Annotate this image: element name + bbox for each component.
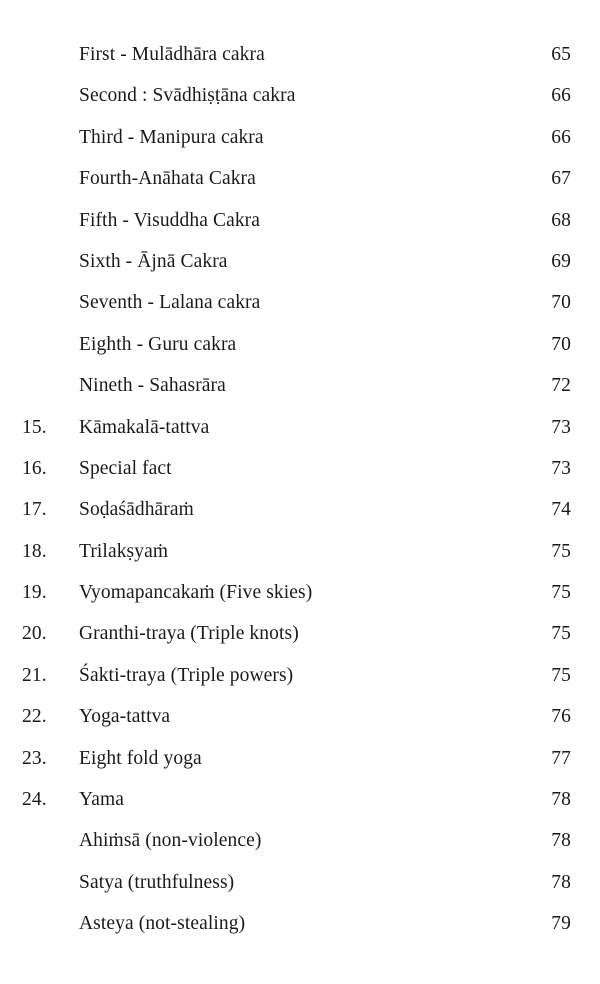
- entry-number: 17.: [22, 499, 47, 521]
- entry-page-number: 75: [551, 582, 571, 604]
- entry-title: Asteya (not-stealing): [79, 913, 246, 935]
- toc-entry: [0, 779, 600, 820]
- entry-title: Nineth - Sahasrāra: [79, 375, 226, 397]
- toc-entry: [0, 862, 600, 903]
- entry-page-number: 74: [551, 499, 571, 521]
- entry-page-number: 76: [551, 706, 571, 728]
- toc-entry: [0, 158, 600, 199]
- toc-entry: [0, 738, 600, 779]
- entry-page-number: 78: [551, 830, 571, 852]
- entry-number: 23.: [22, 747, 47, 769]
- entry-title: Seventh - Lalana cakra: [79, 292, 261, 314]
- toc-entry: [0, 324, 600, 365]
- entry-title: Fifth - Visuddha Cakra: [79, 209, 261, 231]
- entry-title: Vyomapancakaṁ (Five skies): [79, 582, 313, 604]
- toc-entry: [0, 903, 600, 944]
- entry-title: Eighth - Guru cakra: [79, 333, 237, 355]
- toc-entry: [0, 365, 600, 406]
- entry-page-number: 79: [551, 913, 571, 935]
- entry-page-number: 77: [551, 747, 571, 769]
- toc-entry: [0, 655, 600, 696]
- entry-title: Ahiṁsā (non-violence): [79, 830, 262, 852]
- entry-title: First - Mulādhāra cakra: [79, 44, 265, 65]
- toc-entry: [0, 613, 600, 654]
- entry-title: Second : Svādhiṣṭāna cakra: [79, 85, 296, 107]
- entry-title: Fourth-Anāhata Cakra: [79, 168, 256, 190]
- toc-entry: [0, 241, 600, 282]
- entry-number: 22.: [22, 706, 47, 728]
- entry-title: Special fact: [79, 457, 172, 479]
- entry-number: 20.: [22, 623, 47, 645]
- entry-page-number: 78: [551, 871, 571, 893]
- entry-page-number: 68: [551, 209, 571, 231]
- entry-title: Yoga-tattva: [79, 706, 171, 728]
- entry-page-number: 75: [551, 664, 571, 686]
- toc-entry: [0, 572, 600, 613]
- entry-title: Soḍaśādhāraṁ: [79, 499, 194, 521]
- entry-page-number: 73: [551, 416, 571, 438]
- toc-entry: [0, 75, 600, 116]
- toc-entry: [0, 34, 600, 75]
- entry-title: Sixth - Ājnā Cakra: [79, 250, 228, 272]
- entry-page-number: 75: [551, 540, 571, 562]
- entry-page-number: 73: [551, 457, 571, 479]
- entry-page-number: 66: [551, 85, 571, 107]
- entry-title: Eight fold yoga: [79, 747, 202, 769]
- entry-title: Śakti-traya (Triple powers): [79, 664, 294, 686]
- entry-title: Yama: [79, 789, 125, 811]
- entry-number: 16.: [22, 457, 47, 479]
- entry-title: Granthi-traya (Triple knots): [79, 623, 299, 645]
- entry-title: Third - Manipura cakra: [79, 126, 264, 148]
- toc-entry: [0, 448, 600, 489]
- toc-entry: [0, 820, 600, 861]
- entry-number: 19.: [22, 582, 47, 604]
- entry-number: 18.: [22, 540, 47, 562]
- entry-page-number: 66: [551, 126, 571, 148]
- table-of-contents: [0, 34, 600, 945]
- entry-title: Trilakṣyaṁ: [79, 540, 169, 562]
- toc-entry: [0, 696, 600, 737]
- toc-entry: [0, 117, 600, 158]
- entry-number: 21.: [22, 664, 47, 686]
- toc-entry: [0, 531, 600, 572]
- entry-page-number: 78: [551, 789, 571, 811]
- entry-number: 15.: [22, 416, 47, 438]
- toc-entry: [0, 200, 600, 241]
- entry-title: Kāmakalā-tattva: [79, 416, 210, 438]
- toc-entry: [0, 282, 600, 323]
- toc-entry: [0, 407, 600, 448]
- entry-page-number: 69: [551, 250, 571, 272]
- entry-page-number: 72: [551, 375, 571, 397]
- toc-entry: [0, 489, 600, 530]
- entry-page-number: 65: [551, 44, 571, 65]
- entry-page-number: 70: [551, 333, 571, 355]
- entry-title: Satya (truthfulness): [79, 871, 235, 893]
- entry-page-number: 67: [551, 168, 571, 190]
- entry-page-number: 70: [551, 292, 571, 314]
- entry-page-number: 75: [551, 623, 571, 645]
- entry-number: 24.: [22, 789, 47, 811]
